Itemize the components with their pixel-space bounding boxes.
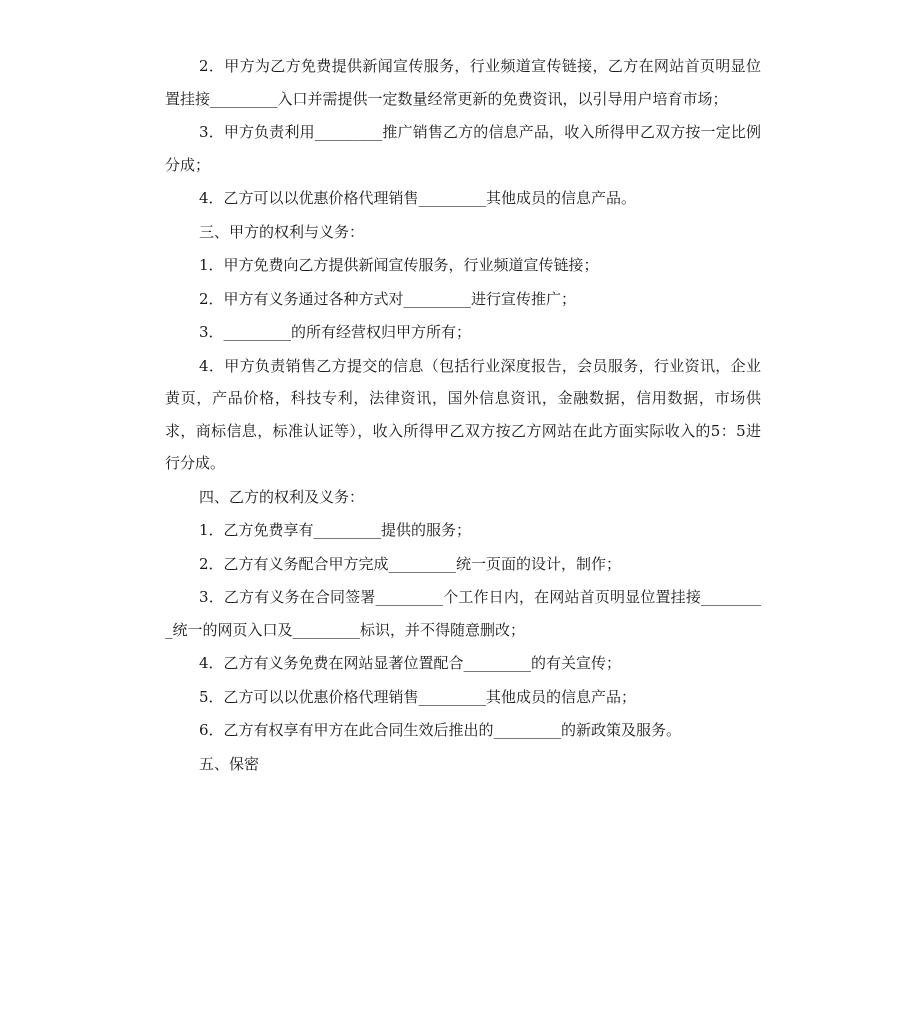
party-b-clause-3: 3．乙方有义务在合同签署_________个工作日内，在网站首页明显位置挂接_________统一的网页入口及_________标识，并不得随意删改； — [165, 588, 761, 639]
section-heading-party-a-rights: 三、甲方的权利与义务： — [199, 222, 365, 241]
document-page — [165, 50, 761, 780]
party-b-clause-4: 4．乙方有义务免费在网站显著位置配合_________的有关宣传； — [199, 654, 622, 672]
party-b-clause-2: 2．乙方有义务配合甲方完成_________统一页面的设计，制作； — [199, 554, 622, 573]
party-a-clause-3: 3．_________的所有经营权归甲方所有； — [199, 323, 472, 341]
clause-2-free-news-promotion: 2．甲方为乙方免费提供新闻宣传服务，行业频道宣传链接，乙方在网站首页明显位置挂接_________入口并需提供一定数量经常更新的免费资讯，以引导用户培育市场； — [165, 57, 761, 108]
party-b-clause-5: 5．乙方可以以优惠价格代理销售_________其他成员的信息产品； — [199, 687, 637, 706]
party-a-clause-1: 1．甲方免费向乙方提供新闻宣传服务，行业频道宣传链接； — [199, 256, 599, 274]
party-b-clause-1: 1．乙方免费享有_________提供的服务； — [199, 521, 472, 539]
clause-4-discount-agency-sales: 4．乙方可以以优惠价格代理销售_________其他成员的信息产品。 — [199, 189, 637, 207]
party-a-clause-2: 2．甲方有义务通过各种方式对_________进行宣传推广； — [199, 289, 577, 308]
clause-3-promotion-revenue-share: 3．甲方负责利用_________推广销售乙方的信息产品，收入所得甲乙双方按一定比例分成； — [165, 123, 761, 174]
section-heading-party-b-rights: 四、乙方的权利及义务： — [199, 487, 365, 506]
party-a-clause-4: 4．甲方负责销售乙方提交的信息（包括行业深度报告，会员服务，行业资讯，企业黄页，产品价格，科技专利，法律资讯，国外信息资讯，金融数据，信用数据，市场供求，商标信息，标准认证等），收入所得甲乙双方按乙方网站在此方面实际收入的5：5进行分成。 — [165, 356, 761, 472]
party-b-clause-6: 6．乙方有权享有甲方在此合同生效后推出的_________的新政策及服务。 — [199, 721, 682, 739]
section-heading-confidentiality: 五、保密 — [199, 754, 260, 773]
